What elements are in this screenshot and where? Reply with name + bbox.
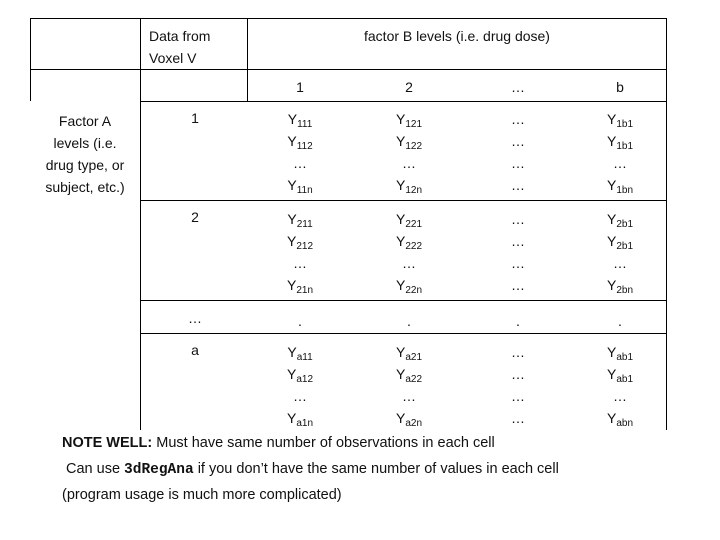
factor-a-label: Factor A levels (i.e. drug type, or subject, etc.) [45,113,125,195]
cell-value: $Y_{abn}$ [606,410,634,429]
table-cell [369,208,449,296]
cell-value: $Y_{2b1}$ [606,211,634,230]
table-cell [478,341,558,429]
cell-value: . [516,313,520,329]
cell-value: … [511,366,525,382]
b-level-b: b [616,79,624,95]
cell-value: $Y_{122}$ [395,133,423,152]
table-left-border [30,18,31,101]
table-cell [478,208,558,296]
header-divider [30,69,667,70]
cell-value: $Y_{22n}$ [395,277,423,296]
cell-value: … [511,233,525,249]
cell-value: $Y_{11n}$ [287,177,313,196]
table-right-border [666,18,667,430]
cell-value: … [511,277,525,293]
factor-b-header: factor B levels (i.e. drug dose) [364,28,550,44]
cell-value: … [293,255,307,271]
cell-value: . [407,313,411,329]
cell-value: $Y_{a1n}$ [286,410,314,429]
row-divider-3 [140,300,667,301]
cell-value: $Y_{1bn}$ [606,177,634,196]
cell-value: … [511,388,525,404]
cell-value: … [511,133,525,149]
cell-value: … [511,111,525,127]
table-cell [260,310,340,332]
note-well-label: NOTE WELL: [62,435,153,451]
cell-value: $Y_{2bn}$ [606,277,634,296]
usage-note: (program usage is much more complicated) [62,487,342,503]
b-level-2: 2 [405,79,413,95]
program-name: 3dRegAna [124,462,194,478]
table-cell [369,108,449,196]
can-use-suffix: if you don’t have the same number of values in each cell [193,461,559,477]
table-cell [369,310,449,332]
table-cell [260,341,340,429]
note-well [62,434,495,452]
cell-value: $Y_{a22}$ [395,366,423,385]
cell-value: $Y_{1b1}$ [606,133,634,152]
cell-value: $Y_{212}$ [286,233,314,252]
cell-value: … [511,177,525,193]
a-level-2: 2 [191,209,199,225]
levels-divider [140,101,667,102]
cell-value: $Y_{a21}$ [395,344,423,363]
cell-value: … [511,155,525,171]
cell-value: $Y_{1b1}$ [606,111,634,130]
data-source-label: Data from Voxel V [149,28,211,66]
table-cell [369,341,449,429]
cell-value: … [293,155,307,171]
cell-value: . [618,313,622,329]
cell-value: $Y_{222}$ [395,233,423,252]
cell-value: … [402,155,416,171]
cell-value: … [613,255,627,271]
note-well-text: Must have same number of observations in each cell [152,435,495,451]
b-level-1: 1 [296,79,304,95]
table-top-border [30,18,667,19]
cell-value: … [511,410,525,426]
cell-value: … [511,211,525,227]
table-cell [478,108,558,196]
cell-value: … [511,255,525,271]
cell-value: $Y_{12n}$ [395,177,423,196]
cell-value: … [402,255,416,271]
row-divider-2 [140,200,667,201]
cell-value: $Y_{21n}$ [286,277,314,296]
cell-value: … [613,155,627,171]
can-use-prefix: Can use [66,461,125,477]
row-divider-4 [140,333,667,334]
table-cell [580,108,660,196]
table-cell [260,208,340,296]
cell-value: $Y_{112}$ [287,133,313,152]
cell-value: $Y_{ab1}$ [606,344,634,363]
table-cell [580,208,660,296]
table-cell [478,310,558,332]
cell-value: … [511,344,525,360]
b-level-ellipsis: … [511,79,525,95]
cell-value: $Y_{a11}$ [287,344,313,363]
table-cell [580,341,660,429]
cell-value: … [402,388,416,404]
cell-value: . [298,313,302,329]
cell-value: … [293,388,307,404]
cell-value: $Y_{211}$ [287,211,313,230]
cell-value: $Y_{111}$ [287,111,313,130]
row-label-divider [140,18,141,430]
can-use-note [66,460,559,479]
cell-value: $Y_{221}$ [395,211,423,230]
a-level-a: a [191,342,199,358]
cell-value: $Y_{a2n}$ [395,410,423,429]
anova-table [30,18,667,430]
cell-value: $Y_{121}$ [395,111,423,130]
a-level-ellipsis: … [188,310,202,326]
a-level-1: 1 [191,110,199,126]
cell-value: $Y_{a12}$ [286,366,314,385]
cell-value: $Y_{2b1}$ [606,233,634,252]
table-cell [580,310,660,332]
cell-value: $Y_{ab1}$ [606,366,634,385]
cell-value: … [613,388,627,404]
table-cell [260,108,340,196]
